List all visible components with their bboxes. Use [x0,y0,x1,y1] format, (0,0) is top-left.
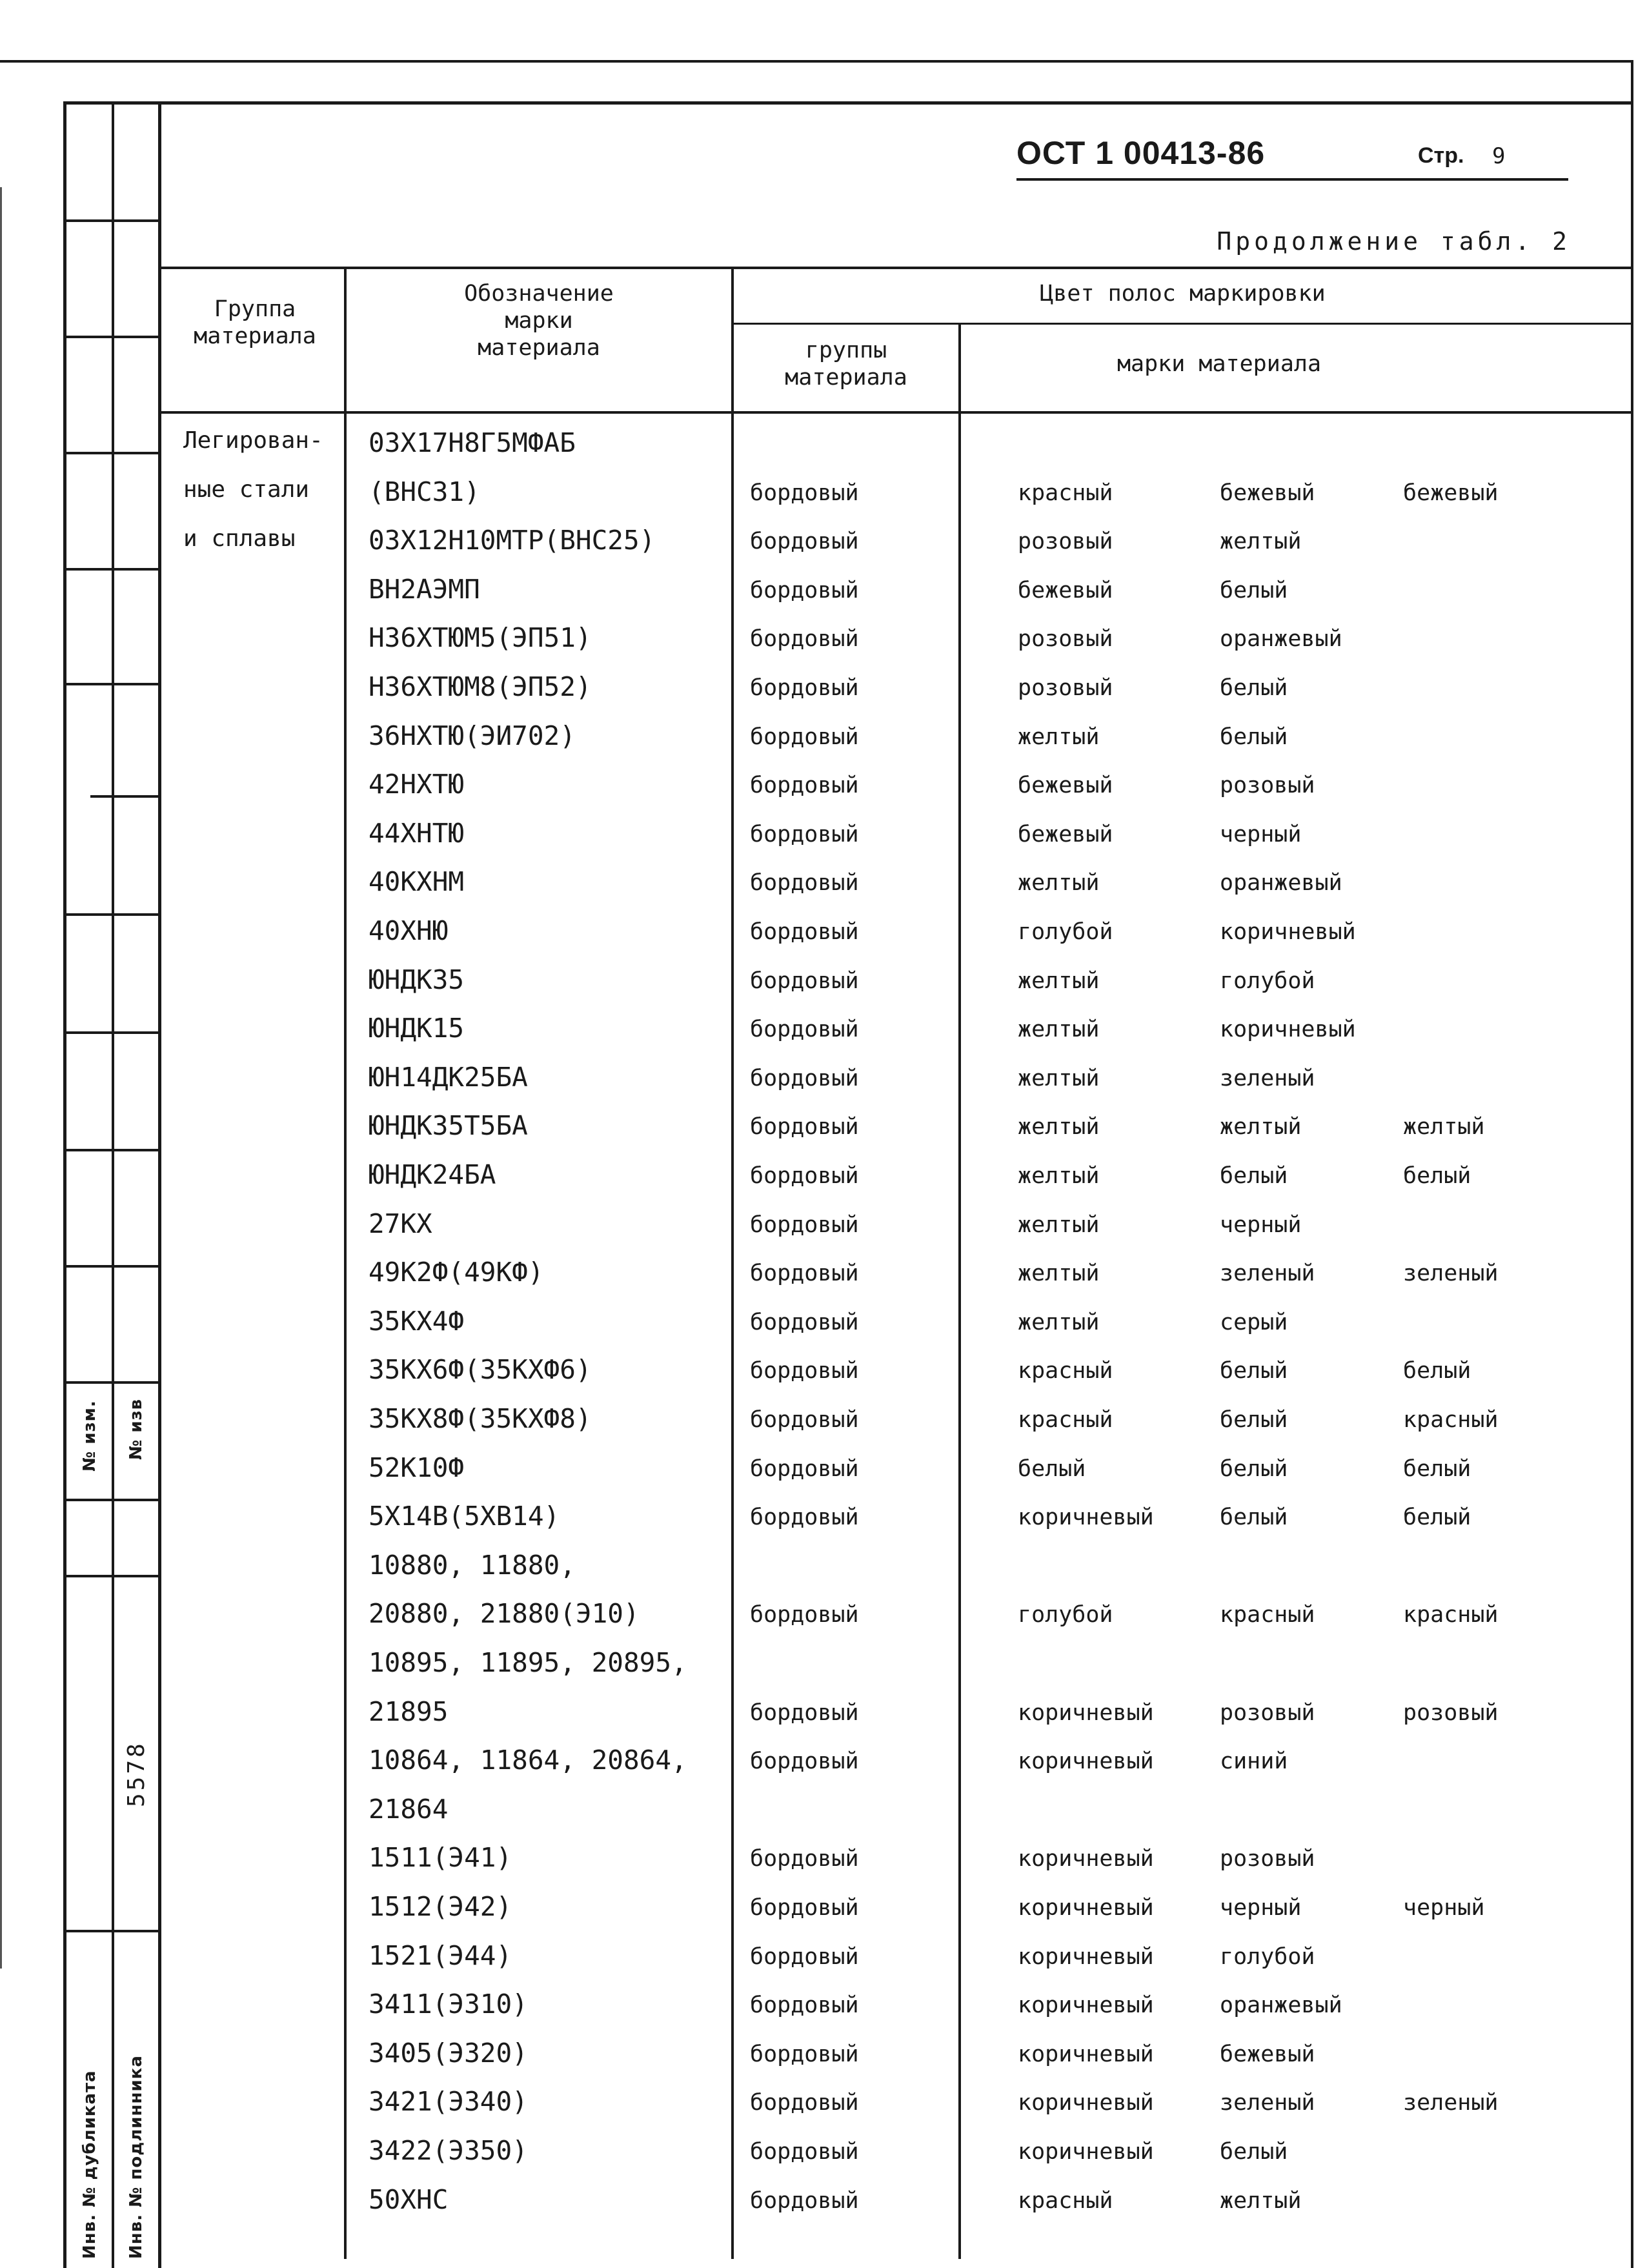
grade-color-2-cell: зеленый [1220,1066,1315,1091]
grade-cell: 27КХ [369,1208,432,1239]
grade-color-3-cell: зеленый [1403,1261,1499,1286]
grade-color-3-cell: белый [1403,1163,1471,1189]
grade-cell: 40ХНЮ [369,915,449,946]
grade-cell: ЮНДК35 [369,964,465,995]
grade-cell: 03Х17Н8Г5МФАБ [369,427,576,458]
grade-color-2-cell: белый [1220,2139,1288,2165]
page-number: 9 [1492,143,1506,169]
original-inventory-label: Инв. № подлинника [126,2055,146,2259]
grade-color-1-cell: желтый [1018,968,1100,994]
grade-color-1-cell: желтый [1018,1114,1100,1140]
grade-color-3-cell: черный [1403,1895,1485,1921]
col-divider-3 [958,323,961,2259]
left-edge-line [0,187,2,1969]
grade-cell: 44ХНТЮ [369,818,465,849]
grade-color-1-cell: коричневый [1018,2041,1154,2067]
grade-cell: 49К2Ф(49КФ) [369,1257,544,1288]
group-color-cell: бордовый [750,529,859,554]
strip-cell-line [63,1149,160,1151]
grade-color-1-cell: белый [1018,1456,1086,1482]
table-continuation-label: Продолжение табл. 2 [1217,227,1571,256]
group-color-cell: бордовый [750,870,859,896]
grade-color-2-cell: черный [1220,1212,1302,1238]
group-color-cell: бордовый [750,2041,859,2067]
grade-color-1-cell: бежевый [1018,773,1113,798]
grade-cell: ЮНДК35Т5БА [369,1110,528,1141]
grade-color-2-cell: оранжевый [1220,1992,1342,2018]
grade-color-3-cell: розовый [1403,1700,1499,1726]
grade-color-1-cell: розовый [1018,529,1113,554]
group-color-cell: бордовый [750,1846,859,1872]
grade-color-2-cell: желтый [1220,1114,1302,1140]
strip-cell-line [90,795,160,798]
header-grade-color: марки материала [1117,351,1322,377]
strip-cell-line [63,1930,160,1932]
grade-color-1-cell: розовый [1018,626,1113,652]
grade-color-1-cell: коричневый [1018,2139,1154,2165]
grade-color-2-cell: розовый [1220,773,1315,798]
grade-cell: 1521(Э44) [369,1940,512,1971]
grade-cell: ЮНДК24БА [369,1159,496,1190]
grade-cell: 1511(Э41) [369,1842,512,1873]
grade-color-2-cell: белый [1220,1358,1288,1384]
grade-cell: 40КХНМ [369,866,465,897]
grade-cell: 50ХНС [369,2184,449,2215]
group-color-cell: бордовый [750,1017,859,1042]
header-bottom-rule [161,411,1632,414]
change-number-label: № изм. [80,1400,99,1472]
material-group-line: и сплавы [183,525,296,552]
grade-color-1-cell: коричневый [1018,2090,1154,2116]
header-grade-designation: Обозначение марки материала [464,281,614,361]
document-code: ОСТ 1 00413-86 [1016,135,1266,171]
grade-color-2-cell: белый [1220,1163,1288,1189]
strip-cell-line [63,219,160,222]
form-frame-top [63,101,1633,105]
group-color-cell: бордовый [750,919,859,945]
grade-cell: 52К10Ф [369,1452,465,1483]
group-color-cell: бордовый [750,1700,859,1726]
grade-color-1-cell: коричневый [1018,1748,1154,1774]
grade-color-3-cell: белый [1403,1456,1471,1482]
group-color-cell: бордовый [750,1066,859,1091]
group-color-cell: бордовый [750,675,859,701]
page-label: Стр. [1418,143,1464,168]
grade-cell: ЮНДК15 [369,1013,465,1044]
grade-color-1-cell: желтый [1018,1066,1100,1091]
grade-color-2-cell: розовый [1220,1846,1315,1872]
grade-color-2-cell: коричневый [1220,1017,1356,1042]
grade-color-2-cell: белый [1220,1456,1288,1482]
subheader-rule [733,323,1632,325]
strip-cell-line [63,1265,160,1268]
header-material-group: Группа материала [194,296,316,349]
grade-color-1-cell: коричневый [1018,1895,1154,1921]
grade-cell: 3411(Э310) [369,1989,528,2020]
grade-color-3-cell: белый [1403,1504,1471,1530]
grade-color-2-cell: зеленый [1220,1261,1315,1286]
grade-color-1-cell: красный [1018,480,1113,506]
grade-color-2-cell: белый [1220,578,1288,603]
strip-cell-line [63,1575,160,1577]
grade-color-1-cell: желтый [1018,1212,1100,1238]
grade-color-1-cell: желтый [1018,1163,1100,1189]
grade-cell: 3405(Э320) [369,2038,528,2069]
group-color-cell: бордовый [750,578,859,603]
grade-color-3-cell: желтый [1403,1114,1485,1140]
grade-color-2-cell: зеленый [1220,2090,1315,2116]
grade-color-2-cell: розовый [1220,1700,1315,1726]
group-color-cell: бордовый [750,968,859,994]
grade-cell: 36НХТЮ(ЭИ702) [369,720,576,751]
grade-cell: 10880, 11880, [369,1550,576,1581]
group-color-cell: бордовый [750,1358,859,1384]
grade-color-2-cell: черный [1220,1895,1302,1921]
group-color-cell: бордовый [750,1212,859,1238]
group-color-cell: бордовый [750,1602,859,1628]
grade-cell: 35КХ6Ф(35КХФ6) [369,1354,592,1385]
group-color-cell: бордовый [750,1944,859,1970]
grade-color-1-cell: красный [1018,1407,1113,1433]
strip-cell-line [63,336,160,338]
grade-color-2-cell: синий [1220,1748,1288,1774]
grade-cell: 42НХТЮ [369,769,465,800]
table-top-rule [161,267,1632,269]
grade-cell: 21864 [369,1794,449,1825]
group-color-cell: бордовый [750,724,859,750]
col-divider-2 [731,267,734,2259]
grade-color-2-cell: оранжевый [1220,870,1342,896]
grade-color-2-cell: коричневый [1220,919,1356,945]
grade-color-1-cell: бежевый [1018,822,1113,847]
group-color-cell: бордовый [750,480,859,506]
grade-cell: 35КХ8Ф(35КХФ8) [369,1403,592,1434]
strip-cell-line [63,452,160,454]
group-color-cell: бордовый [750,1895,859,1921]
grade-cell: Н36ХТЮМ8(ЭП52) [369,671,592,702]
grade-color-2-cell: желтый [1220,2188,1302,2214]
strip-cell-line [63,683,160,685]
form-frame-left [158,101,161,2268]
grade-color-2-cell: белый [1220,1407,1288,1433]
grade-cell: (ВНС31) [369,476,480,507]
grade-cell: 5Х14В(5ХВ14) [369,1501,560,1532]
group-color-cell: бордовый [750,1114,859,1140]
group-color-cell: бордовый [750,1992,859,2018]
grade-color-1-cell: желтый [1018,870,1100,896]
grade-color-2-cell: белый [1220,1504,1288,1530]
grade-color-1-cell: розовый [1018,675,1113,701]
grade-color-1-cell: красный [1018,1358,1113,1384]
group-color-cell: бордовый [750,1748,859,1774]
strip-cell-line [63,913,160,916]
grade-cell: 35КХ4Ф [369,1306,465,1337]
group-color-cell: бордовый [750,2090,859,2116]
notice-number-label: № изв [126,1398,146,1460]
grade-cell: ЮН14ДК25БА [369,1062,528,1093]
grade-cell: 03Х12Н10МТР(ВНС25) [369,525,656,556]
grade-color-2-cell: оранжевый [1220,626,1342,652]
header-stripe-color: Цвет полос маркировки [1040,281,1326,307]
margin-strip-outer-left [63,101,66,2268]
right-edge-line [1631,60,1633,2268]
grade-color-3-cell: красный [1403,1602,1499,1628]
grade-color-1-cell: желтый [1018,1261,1100,1286]
grade-color-2-cell: черный [1220,822,1302,847]
group-color-cell: бордовый [750,1407,859,1433]
grade-color-2-cell: белый [1220,724,1288,750]
grade-color-2-cell: голубой [1220,968,1315,994]
strip-cell-line [63,1499,160,1501]
group-color-cell: бордовый [750,1310,859,1335]
header-underline [1016,178,1568,181]
grade-color-3-cell: красный [1403,1407,1499,1433]
material-group-line: ные стали [183,476,310,503]
grade-cell: 10895, 11895, 20895, [369,1647,687,1678]
grade-color-3-cell: бежевый [1403,480,1499,506]
grade-color-1-cell: коричневый [1018,1944,1154,1970]
strip-cell-line [63,1031,160,1034]
grade-cell: 3421(Э340) [369,2086,528,2117]
group-color-cell: бордовый [750,1261,859,1286]
grade-color-1-cell: коричневый [1018,1700,1154,1726]
grade-cell: Н36ХТЮМ5(ЭП51) [369,622,592,653]
margin-strip-divider [112,101,114,2268]
header-group-color: группы материала [785,338,907,390]
grade-color-1-cell: коричневый [1018,1846,1154,1872]
group-color-cell: бордовый [750,1504,859,1530]
duplicate-inventory-label: Инв. № дубликата [80,2070,99,2259]
group-color-cell: бордовый [750,1456,859,1482]
group-color-cell: бордовый [750,773,859,798]
grade-cell: 20880, 21880(Э10) [369,1598,640,1629]
grade-cell: 1512(Э42) [369,1891,512,1922]
top-edge-line [0,60,1633,63]
group-color-cell: бордовый [750,2188,859,2214]
group-color-cell: бордовый [750,2139,859,2165]
material-group-line: Легирован- [183,427,323,454]
col-divider-1 [344,267,347,2259]
grade-color-1-cell: коричневый [1018,1504,1154,1530]
group-color-cell: бордовый [750,822,859,847]
grade-cell: 3422(Э350) [369,2135,528,2166]
grade-color-1-cell: коричневый [1018,1992,1154,2018]
grade-cell: 10864, 11864, 20864, [369,1745,687,1776]
original-inventory-number: 5578 [123,1741,150,1807]
grade-color-1-cell: голубой [1018,919,1113,945]
group-color-cell: бордовый [750,626,859,652]
grade-color-2-cell: желтый [1220,529,1302,554]
grade-color-1-cell: бежевый [1018,578,1113,603]
group-color-cell: бордовый [750,1163,859,1189]
grade-color-1-cell: желтый [1018,1310,1100,1335]
grade-color-2-cell: голубой [1220,1944,1315,1970]
grade-color-1-cell: желтый [1018,724,1100,750]
grade-color-2-cell: белый [1220,675,1288,701]
grade-color-1-cell: голубой [1018,1602,1113,1628]
grade-color-1-cell: красный [1018,2188,1113,2214]
grade-color-2-cell: серый [1220,1310,1288,1335]
grade-color-2-cell: бежевый [1220,2041,1315,2067]
strip-cell-line [63,1381,160,1384]
grade-cell: 21895 [369,1696,449,1727]
grade-cell: ВН2АЭМП [369,574,480,605]
grade-color-2-cell: красный [1220,1602,1315,1628]
grade-color-3-cell: зеленый [1403,2090,1499,2116]
grade-color-2-cell: бежевый [1220,480,1315,506]
grade-color-1-cell: желтый [1018,1017,1100,1042]
grade-color-3-cell: белый [1403,1358,1471,1384]
strip-cell-line [63,568,160,571]
